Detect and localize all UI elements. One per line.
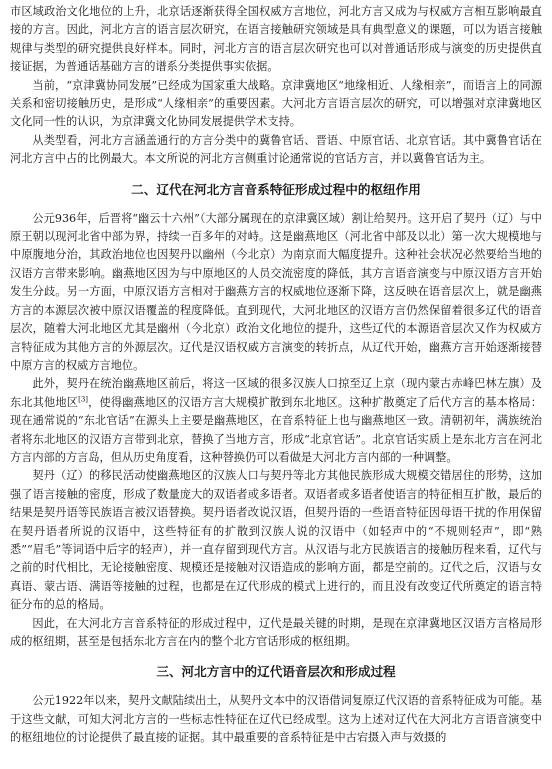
paragraph: 公元1922年以来，契丹文献陆续出土，从契丹文本中的汉语借词复原辽代汉语的音系特征成为可能。基于这些文献，可知大河北方言的一些标志性特征在辽代已经成型。这为上述对辽代在大河北方言语音演变中的枢纽地位的讨论提供了最直接的证据。其中最重要的音系特征是中古宕摄入声与效摄的 bbox=[10, 694, 542, 745]
intro-text bbox=[10, 3, 542, 169]
section-three-body bbox=[10, 692, 542, 747]
paragraph-text: 此外，契丹在统治幽燕地区前后，将这一区域的很多汉族人口掠至辽上京（现内蒙古赤峰巴林左旗）及东北其他地区 bbox=[10, 377, 542, 409]
paragraph: 从类型看，河北方言涵盖通行的方言分类中的冀鲁官话、晋语、中原官话、北京官话。其中冀鲁官话在河北方言中占的比例最大。本文所说的河北方言侧重讨论通常说的官话方言，并以冀鲁官话为主。 bbox=[10, 133, 542, 166]
paragraph: 契丹（辽）的移民活动使幽燕地区的汉族人口与契丹等北方其他民族形成大规模交错居住的形势，这加强了语言接触的密度，形成了数量庞大的双语者或多语者。双语者或多语者使语言的特征相互扩散，最后的结果是契丹语等民族语言被汉语替换。契丹语者改说汉语，但契丹语的一些语音特征因母语干扰的作用保留在契丹语者所说的汉语中，这些特征有的扩散到汉族人说的汉语中（如轻声中的“不规则轻声”，即“熟悉”“眉毛”等词语中后字的轻声），并一直存留到现代方言。从汉语与北方民族语言的接触历程来看，辽代与之前的时代相比，无论接触密度、规模还是接触对汉语造成的影响方面，都是空前的。辽代之后，汉语与女真语、蒙古语、满语等接触的过程，也都是在辽代形成的模式上进行的，而且没有改变辽代所奠定的语言特征分布的总的格局。 bbox=[10, 469, 542, 612]
section-heading: 三、河北方言中的辽代语音层次和形成过程 bbox=[156, 664, 396, 680]
paragraph: 市区域政治文化地位的上升，北京话逐渐获得全国权威方言地位，河北方言又成为与权威方言相互影响最直接的方言。因此，河北方言的语言层次研究，在语言接触研究领域是具有典型意义的课题，可以为语言接触规律与类型的研究提供良好样本。同时，河北方言的语言层次研究也可以对普通话形成与演变的历史提供直接证据，为普通话基础方言的谱系分类提供事实依据。 bbox=[10, 5, 542, 74]
paragraph: 当前，“京津冀协同发展”已经成为国家重大战略。京津冀地区“地缘相近、人缘相亲”，而语言上的同源关系和密切接触历史，是形成“人缘相亲”的重要因素。大河北方言语言层次的研究，可以增强对京津冀地区文化同一性的认识，为京津冀文化协同发展提供学术支持。 bbox=[10, 78, 542, 129]
section-two-body bbox=[10, 210, 542, 652]
section-heading: 二、辽代在河北方言音系特征形成过程中的枢纽作用 bbox=[131, 181, 421, 197]
paragraph bbox=[10, 375, 542, 467]
paragraph: 公元936年，后晋将“幽云十六州”（大部分属现在的京津冀区域）割让给契丹。这开启了契丹（辽）与中原王朝以现河北省中部为界，持续一百多年的对峙。这是幽燕地区（河北省中部及以北）第一次大规模地与中原腹地分治，其政治地位也因契丹以幽州（今北京）为南京而大幅度提升。这种社会状况必然要给当地的汉语方言带来影响。幽燕地区因为与中原地区的人员交流密度的降低，其方言语音演变与中原汉语方言开始发生分歧。另一方面，中原汉语方言相对于幽燕方言的权威地位逐渐下降，这反映在语音层次上，就是幽燕方言的本源层次被中原汉语覆盖的程度降低。直到现代，大河北地区的汉语方言仍然保留着很多辽代的语音层次，随着大河北地区尤其是幽州（今北京）政治文化地位的提升，这些辽代的本源语音层次又作为权威方言特征成为其他方言的外源层次。辽代是汉语权威方言演变的转折点，从辽代开始，幽燕方言开始逐渐接替中原方言的权威方言地位。 bbox=[10, 211, 542, 372]
paragraph: 因此，在大河北方言音系特征的形成过程中，辽代是最关键的时期，是现在京津冀地区汉语方言格局形成的枢纽期，甚至是包括东北方言在内的整个北方官话形成的枢纽期。 bbox=[10, 616, 542, 648]
paragraph-text: ，使得幽燕地区的汉语方言大规模扩散到东北地区。这种扩散奠定了后代方言的基本格局：现在通常说的“东北官话”在源头上主要是幽燕地区，在音系特征上也与幽燕地区一致。清朝初年，满族统治者将东北地区的汉语方言带到北京，替换了当地方言，形成“北京官话”。北京官话实质上是东北方言在河北方言内部的方言岛，但从历史角度看，这种替换仍可以看做是大河北方言内部的一种调整。 bbox=[10, 395, 542, 464]
footnote-marker: [3] bbox=[78, 394, 89, 403]
